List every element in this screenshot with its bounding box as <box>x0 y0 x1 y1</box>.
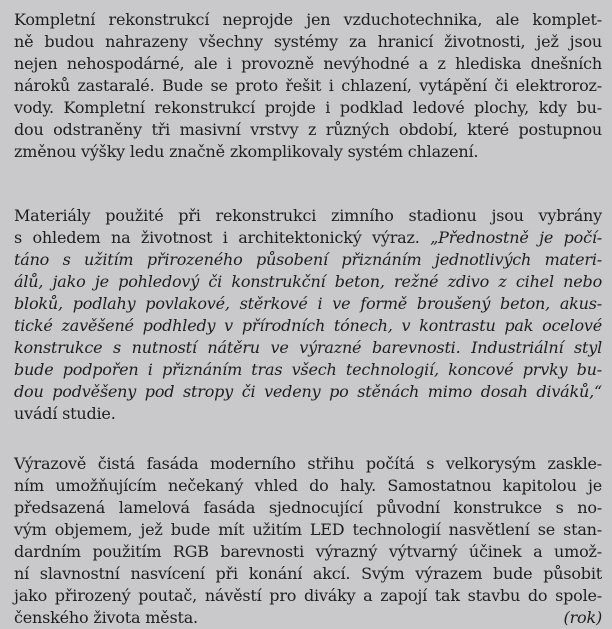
text-line-mixed <box>14 227 602 249</box>
text-line: nejen nehospodárné, ale i provozně nevýhodné a z hlediska dnešních <box>14 54 602 73</box>
text-line: nároků zastaralé. Bude se proto řešit i chlazení, vytápění či elektroroz- <box>14 76 602 95</box>
text-line: Kompletní rekonstrukcí neprojde jen vzduchotechnika, ale komplet- <box>14 10 602 29</box>
author-credit: (rok) <box>563 608 602 627</box>
text-line: změnou výšky ledu značně zkomplikovaly systém chlazení. <box>14 142 479 161</box>
text-line: ním umožňujícím nečekaný vhled do haly. Samostatnou kapitolou je <box>14 476 602 495</box>
paragraph-1 <box>14 9 602 163</box>
quote-line: bloků, podlahy povlakové, stěrkové i ve formě broušený beton, akus- <box>14 294 602 313</box>
quote-line: bude podpořen i přiznáním tras všech technologií, koncové prvky bu- <box>14 360 602 379</box>
text-line: uvádí studie. <box>14 404 116 423</box>
paragraph-3 <box>14 453 602 629</box>
paragraph-2 <box>14 205 602 425</box>
quote-line: táno s užitím přirozeného působení přiznáním jednotlivých materi- <box>14 250 602 269</box>
quote-line: álů, jako je pohledový či konstrukční beton, režné zdivo z cihel nebo <box>14 272 602 291</box>
text-line: Výrazově čistá fasáda moderního střihu počítá s velkorysým zaskle- <box>14 454 602 473</box>
quote-line: dou podvěšeny pod stropy či vedeny po stěnách mimo dosah diváků,“ <box>14 382 602 401</box>
quote-line: tické zavěšené podhledy v přírodních tónech, v kontrastu pak ocelové <box>14 316 602 335</box>
text-line: vým objemem, jež bude mít užitím LED technologií nasvětlení se stan- <box>14 520 602 539</box>
text-line: dou odstraněny tři masivní vrstvy z různých období, které postupnou <box>14 120 602 139</box>
text-line: Materiály použité při rekonstrukci zimního stadionu jsou vybrány <box>14 206 602 225</box>
text-line: jako přirozený poutač, návěstí pro diváky a zapojí tak stavbu do spole- <box>14 586 602 605</box>
text-line: vody. Kompletní rekonstrukcí projde i podklad ledové plochy, kdy bu- <box>14 98 602 117</box>
quote-line: konstrukce s nutností nátěru ve výrazné barevnosti. Industriální styl <box>14 338 602 357</box>
text-run: s ohledem na životnost i architektonický výraz. <box>14 228 431 247</box>
quote-start-run: „Přednostně je počí- <box>430 228 602 247</box>
text-run: čenského života města. <box>14 608 198 627</box>
text-line: ní slavnostní nasvícení při konání akcí. Svým výrazem bude působit <box>14 564 602 583</box>
text-line: ně budou nahrazeny všechny systémy za hranicí životnosti, jež jsou <box>14 32 602 51</box>
text-line-with-credit <box>14 607 602 629</box>
text-line: předsazená lamelová fasáda sjednocující původní konstrukce s no- <box>14 498 602 517</box>
text-line: dardním použitím RGB barevnosti výrazný výtvarný účinek a umož- <box>14 542 602 561</box>
